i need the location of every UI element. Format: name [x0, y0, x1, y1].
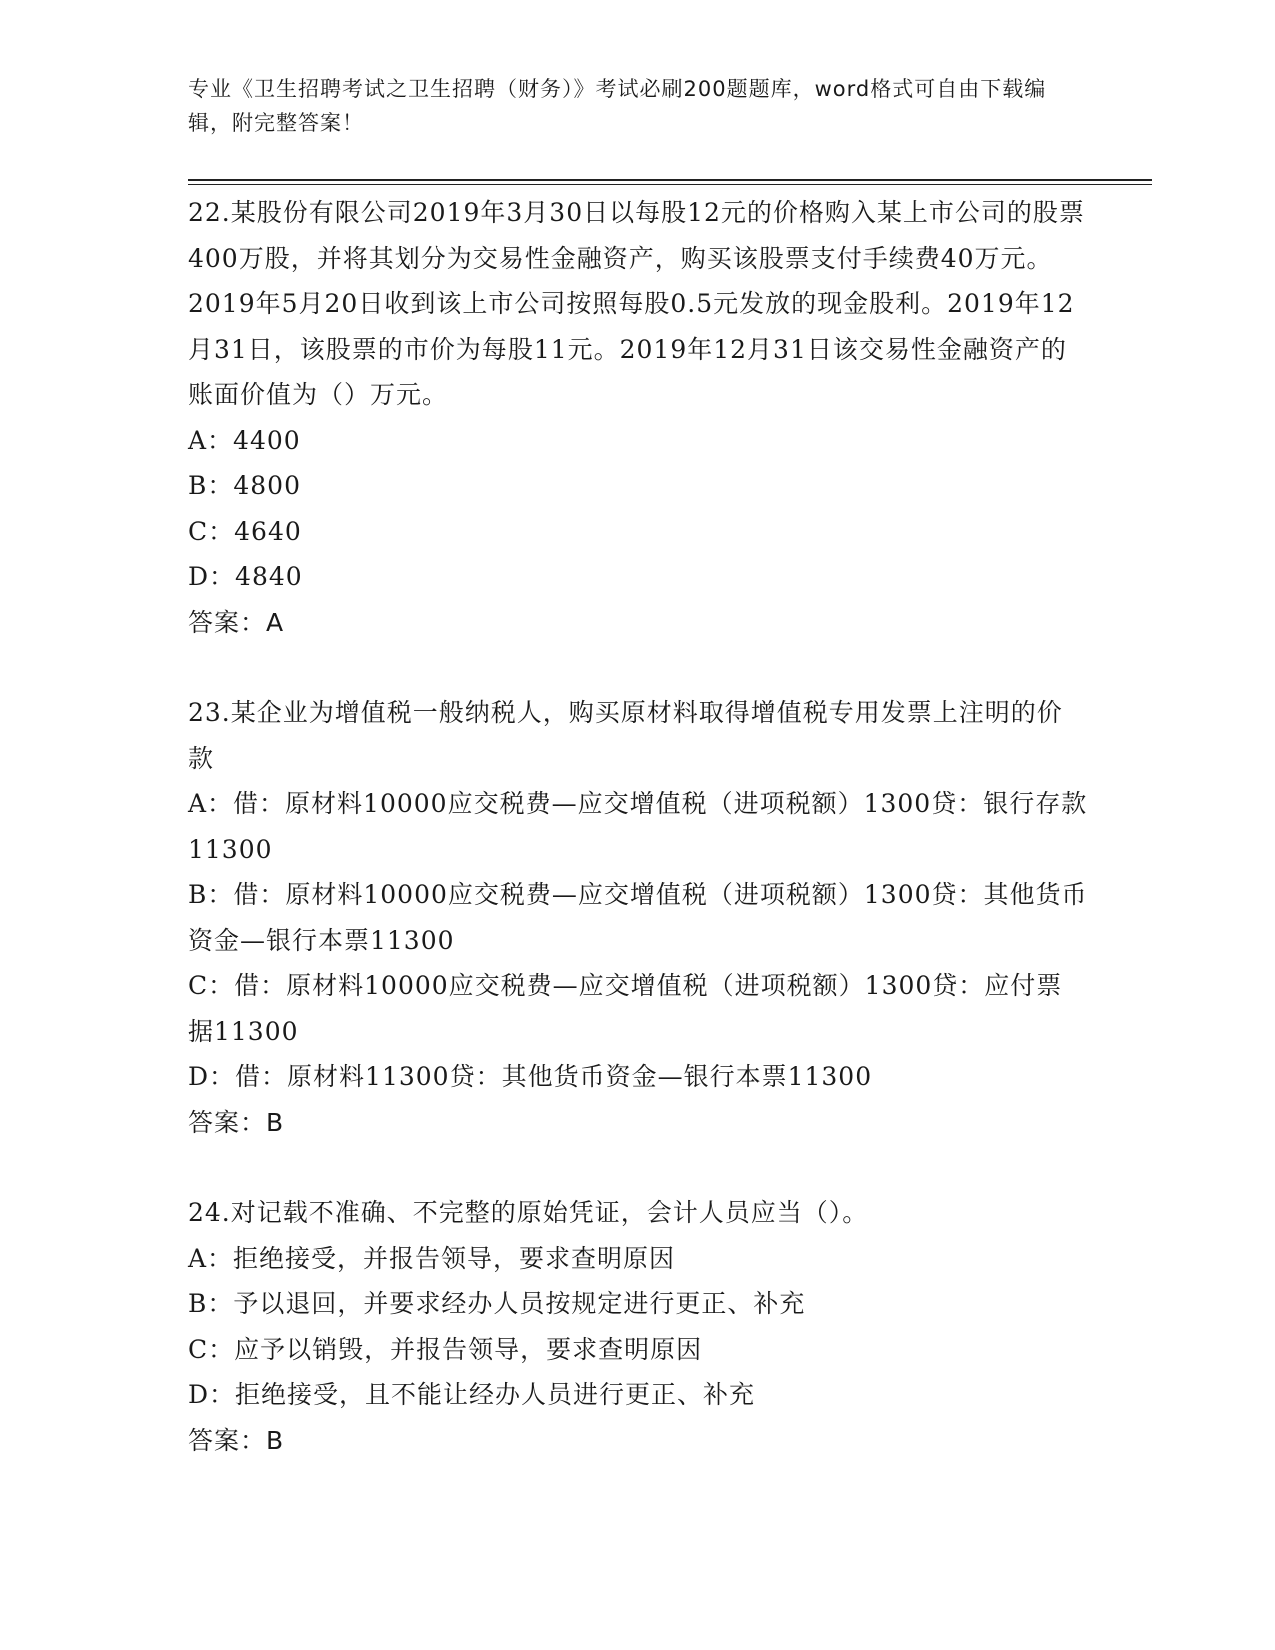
question-text: 22.某股份有限公司2019年3月30日以每股12元的价格购入某上市公司的股票400万股，并将其划分为交易性金融资产，购买该股票支付手续费40万元。2019年5月20日收到该上市公司按照每股0.5元发放的现金股利。2019年12月31日，该股票的市价为每股11元。2019年12月31日该交易性金融资产的账面价值为（）万元。	[188, 198, 1085, 409]
question-text: 23.某企业为增值税一般纳税人，购买原材料取得增值税专用发票上注明的价款	[188, 698, 1063, 773]
answer-line: 答案：B	[188, 1425, 285, 1455]
option-d: D：拒绝接受，且不能让经办人员进行更正、补充	[188, 1380, 756, 1409]
option-a: A：4400	[188, 425, 301, 455]
question-text: 24.对记载不准确、不完整的原始凭证，会计人员应当（）。	[188, 1198, 869, 1227]
option-b: B：借：原材料10000应交税费—应交增值税（进项税额）1300贷：其他货币资金—银行本票11300	[188, 880, 1088, 955]
question-22	[188, 190, 1088, 645]
answer-line: 答案：A	[188, 607, 285, 637]
option-c: C：4640	[188, 516, 302, 546]
option-d: D：借：原材料11300贷：其他货币资金—银行本票11300	[188, 1062, 873, 1091]
question-24	[188, 1190, 1088, 1463]
option-d: D：4840	[188, 562, 303, 591]
option-c: C：借：原材料10000应交税费—应交增值税（进项税额）1300贷：应付票据11300	[188, 971, 1063, 1046]
option-b: B：予以退回，并要求经办人员按规定进行更正、补充	[188, 1289, 806, 1318]
option-a: A：拒绝接受，并报告领导，要求查明原因	[188, 1243, 676, 1273]
answer-line: 答案：B	[188, 1107, 285, 1137]
header-divider-thick	[188, 179, 1152, 181]
question-list	[188, 190, 1088, 1463]
question-spacer	[188, 1145, 1088, 1190]
question-spacer	[188, 645, 1088, 690]
option-b: B：4800	[188, 471, 301, 500]
header-divider-thin	[188, 184, 1152, 185]
option-c: C：应予以销毁，并报告领导，要求查明原因	[188, 1334, 703, 1364]
document-header: 专业《卫生招聘考试之卫生招聘（财务）》考试必刷200题题库，word格式可自由下载编辑，附完整答案！	[188, 77, 1047, 135]
option-a: A：借：原材料10000应交税费—应交增值税（进项税额）1300贷：银行存款11300	[188, 789, 1088, 864]
question-23	[188, 690, 1088, 1145]
